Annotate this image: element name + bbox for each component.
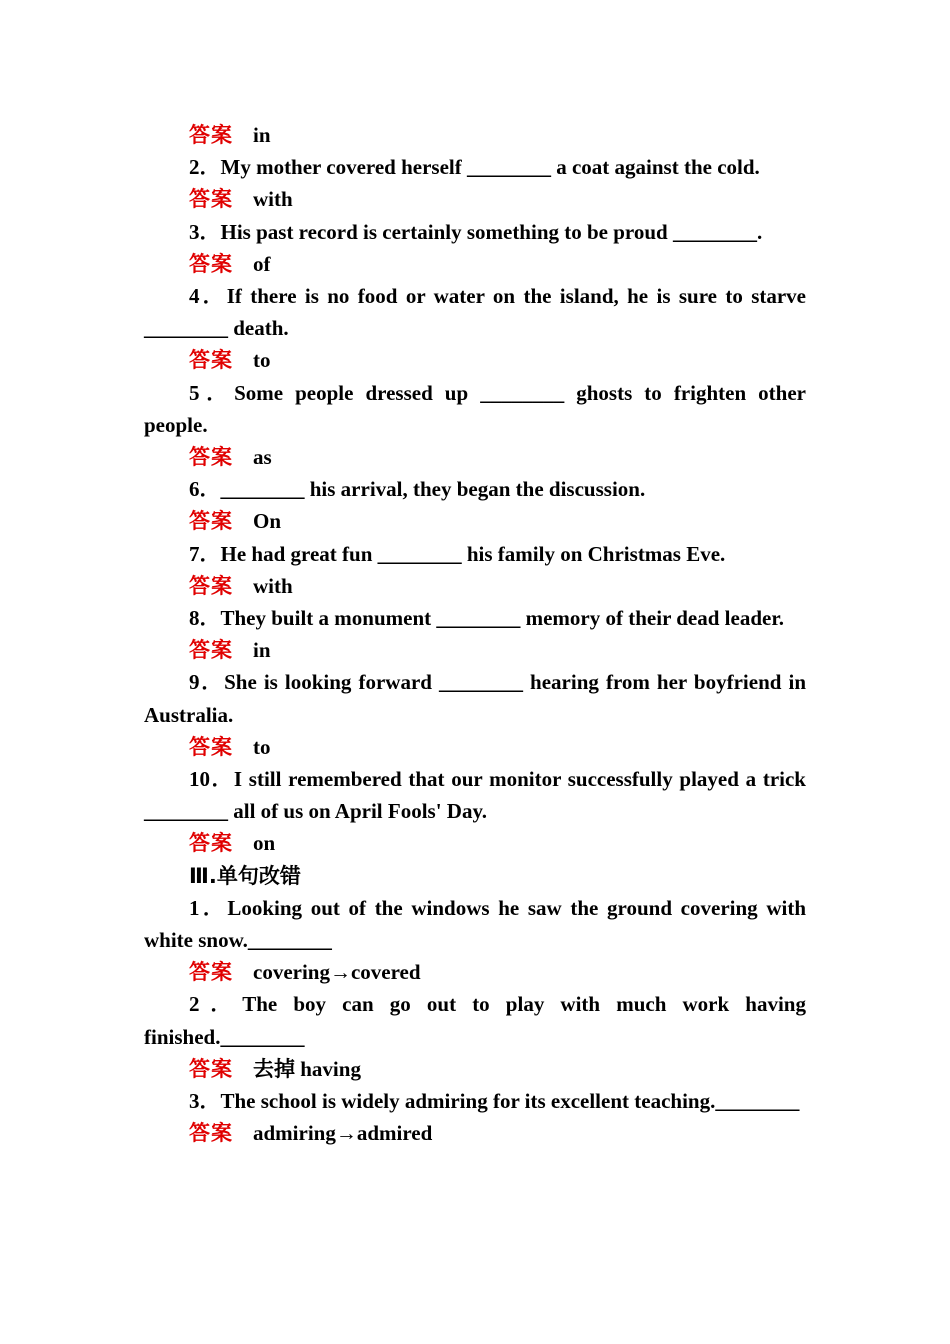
document-page — [144, 119, 806, 1150]
answer-text: covering→covered — [253, 960, 421, 985]
question-line: 7．He had great fun ________ his family on Christmas Eve. — [189, 541, 726, 566]
answer-line — [144, 956, 806, 988]
section-title: Ⅲ.单句改错 — [189, 863, 301, 888]
answer-line — [144, 248, 806, 280]
answer-line — [144, 505, 806, 537]
question-line: 2．My mother covered herself ________ a coat against the cold. — [189, 155, 760, 180]
question-line: 4．If there is no food or water on the island, he is sure to starve ________ death. — [144, 284, 806, 341]
answer-line — [144, 634, 806, 666]
answer-text: 去掉 having — [253, 1056, 361, 1081]
answer-line — [144, 183, 806, 215]
answer-label: 答案 — [189, 573, 233, 598]
answer-text: to — [253, 734, 271, 759]
answer-label: 答案 — [189, 831, 233, 856]
answer-text: in — [253, 638, 271, 663]
answer-line — [144, 731, 806, 763]
answer-text: as — [253, 445, 272, 470]
answer-label: 答案 — [189, 509, 233, 534]
answer-line — [144, 1053, 806, 1085]
answer-text: with — [253, 187, 293, 212]
answer-label: 答案 — [189, 445, 233, 470]
answer-text: on — [253, 831, 276, 856]
answer-label: 答案 — [189, 638, 233, 663]
question-line: 2．The boy can go out to play with much work having finished.________ — [144, 992, 806, 1049]
answer-label: 答案 — [189, 251, 233, 276]
question-line: 3．His past record is certainly something to be proud ________. — [189, 219, 763, 244]
answer-label: 答案 — [189, 187, 233, 212]
question-line: 9．She is looking forward ________ hearing from her boyfriend in Australia. — [144, 670, 806, 727]
answer-text: in — [253, 123, 271, 147]
question-line: 3．The school is widely admiring for its excellent teaching.________ — [189, 1089, 800, 1114]
question-line: 8．They built a monument ________ memory of their dead leader. — [189, 606, 784, 631]
answer-text: admiring→admired — [253, 1121, 433, 1146]
answer-label: 答案 — [189, 1056, 233, 1081]
answer-line — [144, 570, 806, 602]
answer-label: 答案 — [189, 1121, 233, 1146]
answer-text: On — [253, 509, 282, 534]
answer-line — [144, 827, 806, 859]
question-line: 5．Some people dressed up ________ ghosts to frighten other people. — [144, 380, 806, 437]
answer-label: 答案 — [189, 348, 233, 373]
answer-label: 答案 — [189, 734, 233, 759]
question-line: 6．________ his arrival, they began the discussion. — [189, 477, 646, 502]
question-line: 1．Looking out of the windows he saw the ground covering with white snow.________ — [144, 895, 806, 953]
answer-label: 答案 — [189, 123, 233, 147]
answer-line — [144, 1117, 806, 1149]
answer-line — [144, 344, 806, 376]
answer-text: with — [253, 573, 293, 598]
answer-text: to — [253, 348, 271, 373]
answer-text: of — [253, 251, 271, 276]
answer-line — [144, 119, 806, 151]
answer-line — [144, 441, 806, 473]
question-line: 10．I still remembered that our monitor successfully played a trick ________ all of us on April Fools' Day. — [144, 767, 806, 824]
answer-label: 答案 — [189, 960, 233, 985]
